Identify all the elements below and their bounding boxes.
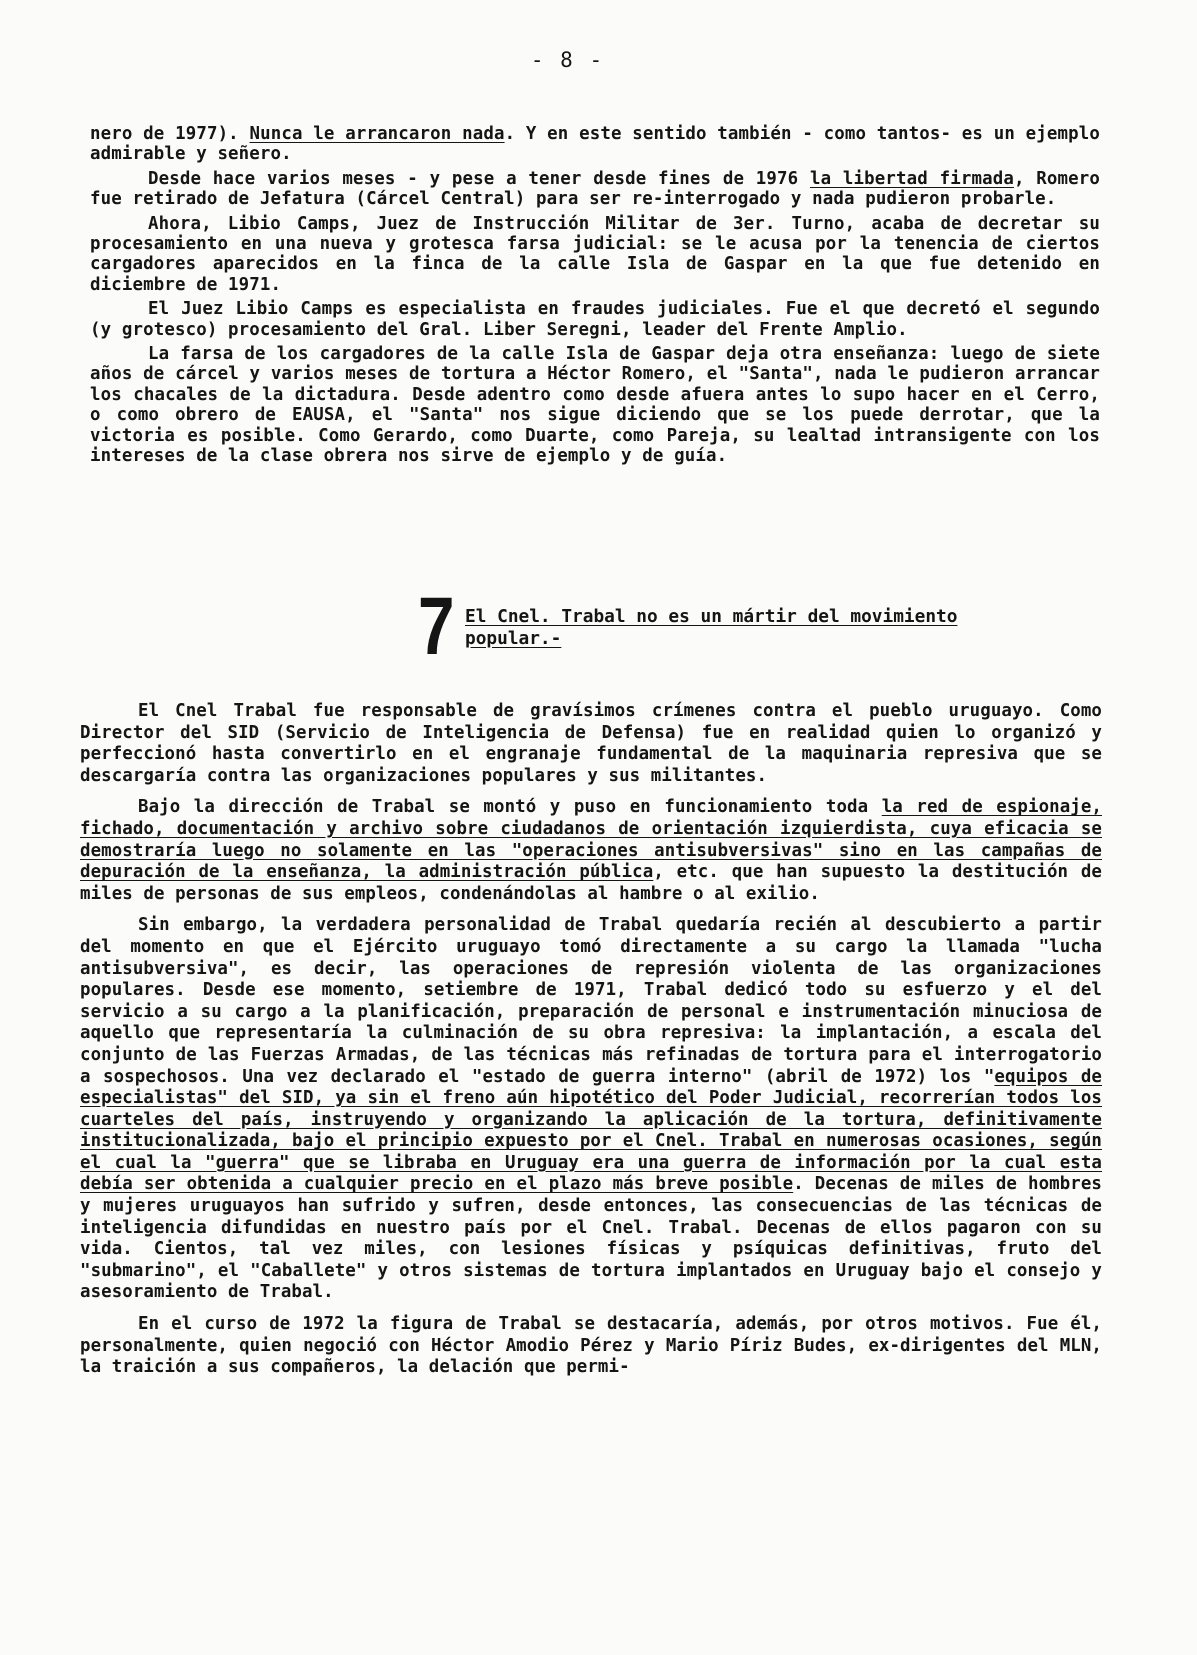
underlined-text: la libertad firmada [809, 168, 1014, 189]
paragraph-6: El Cnel Trabal fue responsable de gravísimos crímenes contra el pueblo uruguayo. Como Director del SID (Servicio de Inteligencia de Defensa) fue en realidad quien lo organizó y perfeccionó hasta convertirlo en el engranaje fundamental de la maquinaria represiva que se descargaría contra las organizaciones populares y sus militantes. [80, 701, 1102, 786]
section-2-body [80, 701, 1102, 1389]
paragraph-4: El Juez Libio Camps es especialista en fraudes judiciales. Fue el que decretó el segundo (y grotesco) procesamiento del Gral. Liber Seregni, leader del Frente Amplio. [90, 299, 1100, 340]
underlined-text: la red de espionaje, fichado, documentación y archivo sobre ciudadanos de orientación izquierdista, cuya eficacia se demostraría luego no solamente en las "operaciones antisubversivas" sino en las campañas de depuración de la enseñanza, la administración pública [80, 797, 1102, 883]
text: , etc. que han supuesto la destitución de miles de personas de sus empleos, condenándolas al hambre o al exilio. [80, 862, 1102, 904]
text: Sin embargo, la verdadera personalidad de Trabal quedaría recién al descubierto a partir del momento en que el Ejército uruguayo tomó directamente a su cargo la llamada "lucha antisubversiva", es decir, las operaciones de represión violenta de las organizaciones populares. Desde ese momento, setiembre de 1971, Trabal dedicó todo su esfuerzo y el del servicio a su cargo a la planificación, preparación de personal e instrumentación minuciosa de aquello que representaría la culminación de su obra represiva: la implantación, a escala del conjunto de las Fuerzas Armadas, de las técnicas más refinadas de tortura para el interrogatorio a sospechosos. Una vez declarado el "estado de guerra interno" (abril de 1972) los " [80, 915, 1102, 1087]
section-heading [418, 581, 1058, 672]
section-title: El Cnel. Trabal no es un mártir del movimiento popular.- [465, 606, 958, 649]
section-1-body [90, 124, 1100, 467]
text: nero de 1977). [90, 124, 250, 144]
underlined-text: Nunca le arrancaron nada [249, 124, 505, 144]
paragraph-8 [80, 915, 1102, 1304]
text: . Y en este sentido también - como tantos- es un ejemplo admirable y señero. [90, 124, 1100, 165]
underlined-text: equipos de especialistas" del SID, ya sin el freno aún hipotético del Poder Judicial, recorrerían todos los cuarteles del país, instruyendo y organizando la aplicación de la tortura, definitivamente institucionalizada, bajo el principio expuesto por el Cnel. Trabal en numerosas ocasiones, según el cual la "guerra" que se libraba en Uruguay era una guerra de información por la cual esta debía ser obtenida a cualquier precio en el plazo más breve posible [80, 1066, 1103, 1195]
text: . Decenas de miles de hombres y mujeres uruguayos han sufrido y sufren, desde entonces, las consecuencias de las técnicas de inteligencia difundidas en nuestro país por el Cnel. Trabal. Decenas de ellos pagaron con su vida. Cientos, tal vez miles, con lesiones físicas y psíquicas definitivas, fruto del "submarino", el "Caballete" y otros sistemas de tortura implantados en Uruguay bajo el consejo y asesoramiento de Trabal. [80, 1174, 1103, 1303]
text: Desde hace varios meses - y pese a tener desde fines de 1976 [148, 168, 810, 189]
paragraph-9: En el curso de 1972 la figura de Trabal se destacaría, además, por otros motivos. Fue él, personalmente, quien negoció con Héctor Amodio Pérez y Mario Píriz Budes, ex-dirigentes del MLN, la traición a sus compañeros, la delación que permi- [80, 1314, 1102, 1378]
page-number: - 8 - [530, 48, 605, 72]
paragraph-5: La farsa de los cargadores de la calle Isla de Gaspar deja otra enseñanza: luego de siete años de cárcel y varios meses de tortura a Héctor Romero, el "Santa", nada le pudieron arrancar los chacales de la dictadura. Desde adentro como desde afuera antes lo supo hacer en el Cerro, o como obrero de EAUSA, el "Santa" nos sigue diciendo que se los puede derrotar, que la victoria es posible. Como Gerardo, como Duarte, como Pareja, su lealtad intransigente con los intereses de la clase obrera nos sirve de ejemplo y de guía. [90, 344, 1100, 467]
text: Bajo la dirección de Trabal se montó y puso en funcionamiento toda [138, 797, 882, 818]
paragraph-1 [90, 124, 1100, 165]
section-number: 7 [418, 581, 455, 672]
paragraph-3: Ahora, Libio Camps, Juez de Instrucción Militar de 3er. Turno, acaba de decretar su procesamiento en una nueva y grotesca farsa judicial: se le acusa por la tenencia de ciertos cargadores aparecidos en la finca de la calle Isla de Gaspar en la que fue detenido en diciembre de 1971. [90, 213, 1100, 295]
paragraph-7 [80, 797, 1102, 905]
paragraph-2 [90, 169, 1100, 210]
text: , Romero fue retirado de Jefatura (Cárcel Central) para ser re-interrogado y nada pudieron probarle. [90, 168, 1101, 210]
